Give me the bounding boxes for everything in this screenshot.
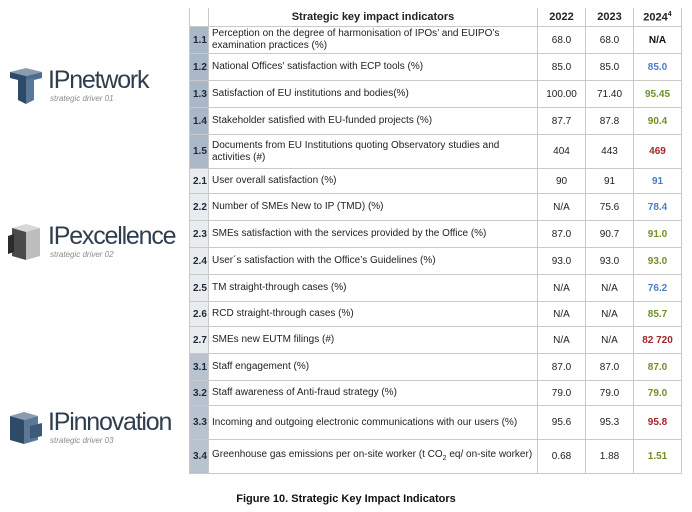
value-2022: 90 bbox=[538, 169, 586, 194]
indicator-description: User overall satisfaction (%) bbox=[209, 169, 538, 194]
indicator-number: 2.3 bbox=[190, 221, 209, 248]
header-title: Strategic key impact indicators bbox=[209, 8, 538, 27]
indicator-number: 3.4 bbox=[190, 440, 209, 474]
table-row bbox=[190, 221, 682, 248]
header-2023: 2023 bbox=[586, 8, 634, 27]
value-2024: 85.0 bbox=[634, 54, 682, 81]
table-row bbox=[190, 54, 682, 81]
ipnetwork-logo bbox=[6, 66, 182, 110]
value-2023: N/A bbox=[586, 302, 634, 327]
indicator-number: 1.1 bbox=[190, 27, 209, 54]
value-2022: 85.0 bbox=[538, 54, 586, 81]
co2-subscript: 2 bbox=[442, 454, 447, 462]
indicator-description: Staff awareness of Anti-fraud strategy (%) bbox=[209, 381, 538, 406]
value-2023: N/A bbox=[586, 327, 634, 354]
indicator-number: 2.7 bbox=[190, 327, 209, 354]
ipinnovation-logo bbox=[6, 408, 182, 452]
value-2023: 95.3 bbox=[586, 406, 634, 440]
indicator-description: SMEs new EUTM filings (#) bbox=[209, 327, 538, 354]
value-2023: 68.0 bbox=[586, 27, 634, 54]
table-row bbox=[190, 406, 682, 440]
value-2022: 87.0 bbox=[538, 354, 586, 381]
indicator-number: 1.4 bbox=[190, 108, 209, 135]
value-2022: 404 bbox=[538, 135, 586, 169]
indicator-number: 2.5 bbox=[190, 275, 209, 302]
table-row bbox=[190, 381, 682, 406]
indicator-number: 1.3 bbox=[190, 81, 209, 108]
table-row bbox=[190, 27, 682, 54]
indicator-description: Stakeholder satisfied with EU-funded projects (%) bbox=[209, 108, 538, 135]
value-2024: 91.0 bbox=[634, 221, 682, 248]
value-2023: 93.0 bbox=[586, 248, 634, 275]
indicator-number: 1.5 bbox=[190, 135, 209, 169]
figure-caption: Figure 10. Strategic Key Impact Indicators bbox=[236, 493, 456, 505]
value-2024: 469 bbox=[634, 135, 682, 169]
value-2024: 90.4 bbox=[634, 108, 682, 135]
indicator-description: Satisfaction of EU institutions and bodies(%) bbox=[209, 81, 538, 108]
value-2024: 82 720 bbox=[634, 327, 682, 354]
indicator-number: 2.6 bbox=[190, 302, 209, 327]
value-2022: 79.0 bbox=[538, 381, 586, 406]
indicator-description: Documents from EU Institutions quoting Observatory studies and activities (#) bbox=[209, 135, 538, 169]
value-2024: 93.0 bbox=[634, 248, 682, 275]
value-2023: 87.8 bbox=[586, 108, 634, 135]
value-2024: 1.51 bbox=[634, 440, 682, 474]
innovation-cube-icon bbox=[6, 408, 46, 448]
value-2024: 87.0 bbox=[634, 354, 682, 381]
value-2023: 91 bbox=[586, 169, 634, 194]
value-2022: 68.0 bbox=[538, 27, 586, 54]
value-2023: 90.7 bbox=[586, 221, 634, 248]
table-row bbox=[190, 81, 682, 108]
value-2024: 79.0 bbox=[634, 381, 682, 406]
table-row bbox=[190, 354, 682, 381]
network-cube-icon bbox=[6, 66, 46, 106]
value-2022: 93.0 bbox=[538, 248, 586, 275]
value-2024: 76.2 bbox=[634, 275, 682, 302]
header-2024 bbox=[634, 8, 682, 27]
value-2022: N/A bbox=[538, 302, 586, 327]
logo-sub-innovation: strategic driver 03 bbox=[50, 436, 114, 445]
table-row bbox=[190, 108, 682, 135]
value-2023: 85.0 bbox=[586, 54, 634, 81]
table-header-row bbox=[190, 8, 682, 27]
ipexcellence-logo bbox=[6, 222, 182, 266]
indicator-description: RCD straight-through cases (%) bbox=[209, 302, 538, 327]
indicator-description: Perception on the degree of harmonisation of IPOs’ and EUIPO’s examination practices (%) bbox=[209, 27, 538, 54]
value-2023: 1.88 bbox=[586, 440, 634, 474]
kpi-table bbox=[189, 8, 682, 474]
table-row bbox=[190, 275, 682, 302]
header-2022: 2022 bbox=[538, 8, 586, 27]
indicator-description: Incoming and outgoing electronic communications with our users (%) bbox=[209, 406, 538, 440]
indicator-number: 2.1 bbox=[190, 169, 209, 194]
logo-sub-excellence: strategic driver 02 bbox=[50, 250, 114, 259]
logo-word-network: IPnetwork bbox=[48, 66, 149, 94]
value-2022: N/A bbox=[538, 194, 586, 221]
value-2023: 75.6 bbox=[586, 194, 634, 221]
value-2023: 443 bbox=[586, 135, 634, 169]
table-row bbox=[190, 135, 682, 169]
indicator-number: 2.2 bbox=[190, 194, 209, 221]
value-2022: N/A bbox=[538, 327, 586, 354]
value-2022: N/A bbox=[538, 275, 586, 302]
table-row bbox=[190, 440, 682, 474]
indicator-description bbox=[209, 440, 538, 474]
description-part: eq/ on-site worker) bbox=[446, 448, 533, 460]
value-2022: 0.68 bbox=[538, 440, 586, 474]
excellence-cube-icon bbox=[6, 222, 46, 262]
value-2022: 95.6 bbox=[538, 406, 586, 440]
header-2024-footnote: 4 bbox=[667, 10, 672, 18]
value-2023: 87.0 bbox=[586, 354, 634, 381]
value-2024: 85.7 bbox=[634, 302, 682, 327]
header-num bbox=[190, 8, 209, 27]
value-2024: 95.45 bbox=[634, 81, 682, 108]
header-2024-label: 2024 bbox=[643, 11, 668, 24]
value-2023: 79.0 bbox=[586, 381, 634, 406]
logo-word-innovation: IPinnovation bbox=[48, 408, 172, 436]
description-part: Greenhouse gas emissions per on-site worker (t CO bbox=[212, 448, 443, 460]
indicator-number: 3.1 bbox=[190, 354, 209, 381]
logo-sub-network: strategic driver 01 bbox=[50, 94, 114, 103]
table-row bbox=[190, 327, 682, 354]
table-row bbox=[190, 194, 682, 221]
indicator-number: 1.2 bbox=[190, 54, 209, 81]
value-2022: 87.0 bbox=[538, 221, 586, 248]
indicator-description: SMEs satisfaction with the services provided by the Office (%) bbox=[209, 221, 538, 248]
indicator-number: 3.2 bbox=[190, 381, 209, 406]
value-2022: 100.00 bbox=[538, 81, 586, 108]
table-row bbox=[190, 248, 682, 275]
value-2024: 91 bbox=[634, 169, 682, 194]
indicator-description: TM straight-through cases (%) bbox=[209, 275, 538, 302]
indicator-number: 2.4 bbox=[190, 248, 209, 275]
indicator-description: Number of SMEs New to IP (TMD) (%) bbox=[209, 194, 538, 221]
value-2022: 87.7 bbox=[538, 108, 586, 135]
value-2024: 95.8 bbox=[634, 406, 682, 440]
table-row bbox=[190, 169, 682, 194]
indicator-description: Staff engagement (%) bbox=[209, 354, 538, 381]
logo-word-excellence: IPexcellence bbox=[48, 222, 176, 250]
value-2024: 78.4 bbox=[634, 194, 682, 221]
value-2023: 71.40 bbox=[586, 81, 634, 108]
indicator-description: National Offices' satisfaction with ECP tools (%) bbox=[209, 54, 538, 81]
indicator-number: 3.3 bbox=[190, 406, 209, 440]
value-2023: N/A bbox=[586, 275, 634, 302]
table-row bbox=[190, 302, 682, 327]
value-2024: N/A bbox=[634, 27, 682, 54]
indicator-description: User´s satisfaction with the Office’s Guidelines (%) bbox=[209, 248, 538, 275]
